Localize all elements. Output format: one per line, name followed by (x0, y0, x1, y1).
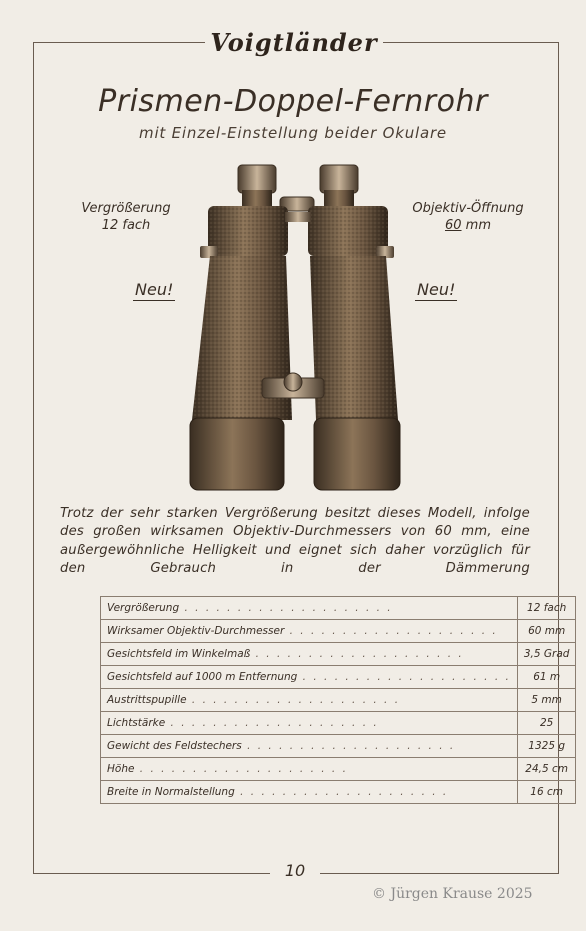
spec-label: Gesichtsfeld auf 1000 m Entfernung (107, 671, 298, 683)
spec-label-cell (101, 689, 518, 712)
spec-row (101, 666, 576, 689)
aperture-heading: Objektiv-Öffnung (412, 201, 524, 216)
spec-label-cell (101, 712, 518, 735)
left-objective (190, 418, 284, 490)
spec-value: 25 (517, 712, 576, 735)
leader-dots: . . . . . . . . . . . . . . . . . . . . (165, 717, 379, 729)
spec-row (101, 689, 576, 712)
brand-logo-text: Voigtländer (210, 28, 378, 57)
spec-label-cell (101, 597, 518, 620)
aperture-unit: mm (465, 218, 491, 233)
leader-dots: . . . . . . . . . . . . . . . . . . . . (134, 763, 348, 775)
copyright-watermark: © Jürgen Krause 2025 (372, 886, 533, 902)
magnification-value: 12 fach (101, 218, 151, 233)
leader-dots: . . . . . . . . . . . . . . . . . . . . (297, 671, 511, 683)
aperture-value: 60 (444, 218, 462, 233)
magnification-label (70, 200, 182, 234)
brand-logo (205, 28, 383, 58)
spec-value: 60 mm (517, 620, 576, 643)
spec-value: 16 cm (517, 781, 576, 804)
spec-label: Austrittspupille (107, 694, 187, 706)
spec-label: Breite in Normalstellung (107, 786, 235, 798)
description-paragraph: Trotz der sehr starken Vergrößerung besitzt dieses Modell, infolge des großen wirksamen Objektiv-Durchmessers von 60 mm, eine außergewöhnliche Helligkeit und eignet sich daher vorzüglich für den Gebrauch in der Dämmerung (60, 506, 530, 577)
spec-label: Wirksamer Objektiv-Durchmesser (107, 625, 285, 637)
spec-row (101, 758, 576, 781)
leader-dots: . . . . . . . . . . . . . . . . . . . . (186, 694, 401, 706)
spec-label: Gewicht des Feldstechers (107, 740, 242, 752)
spec-label: Höhe (107, 763, 135, 775)
new-badge-left: Neu! (135, 280, 174, 299)
spec-value: 24,5 cm (517, 758, 576, 781)
spec-row (101, 712, 576, 735)
new-badge-right: Neu! (417, 280, 456, 299)
left-eyepiece (238, 165, 276, 193)
spec-row (101, 597, 576, 620)
leader-dots: . . . . . . . . . . . . . . . . . . . . (250, 648, 464, 660)
right-eyepiece (320, 165, 358, 193)
spec-row (101, 643, 576, 666)
spec-label: Gesichtsfeld im Winkelmaß (107, 648, 251, 660)
page-number-text: 10 (284, 861, 306, 880)
spec-value: 5 mm (517, 689, 576, 712)
spec-label-cell (101, 643, 518, 666)
leader-dots: . . . . . . . . . . . . . . . . . . . . (234, 786, 449, 798)
spec-row (101, 735, 576, 758)
aperture-value-line (398, 217, 538, 234)
spec-value: 1325 g (517, 735, 576, 758)
spec-row (101, 620, 576, 643)
spec-value: 61 m (517, 666, 576, 689)
page-number (270, 858, 320, 884)
spec-label-cell (101, 666, 518, 689)
spec-label-cell (101, 735, 518, 758)
binocular-illustration (180, 160, 410, 495)
spec-label-cell (101, 781, 518, 804)
spec-label: Lichtstärke (107, 717, 166, 729)
page-title: Prismen-Doppel-Fernrohr (98, 84, 488, 119)
spec-label-cell (101, 758, 518, 781)
spec-label-cell (101, 620, 518, 643)
leader-dots: . . . . . . . . . . . . . . . . . . . . (241, 740, 456, 752)
spec-value: 3,5 Grad (517, 643, 576, 666)
spec-label: Vergrößerung (107, 602, 180, 614)
page-subtitle: mit Einzel-Einstellung beider Okulare (139, 124, 447, 142)
right-objective (314, 418, 400, 490)
magnification-heading: Vergrößerung (81, 201, 171, 216)
aperture-label (398, 200, 538, 234)
spec-value: 12 fach (517, 597, 576, 620)
leader-dots: . . . . . . . . . . . . . . . . . . . . (179, 602, 393, 614)
leader-dots: . . . . . . . . . . . . . . . . . . . . (284, 625, 498, 637)
spec-table-body (101, 597, 576, 804)
spec-table (100, 596, 576, 804)
spec-row (101, 781, 576, 804)
